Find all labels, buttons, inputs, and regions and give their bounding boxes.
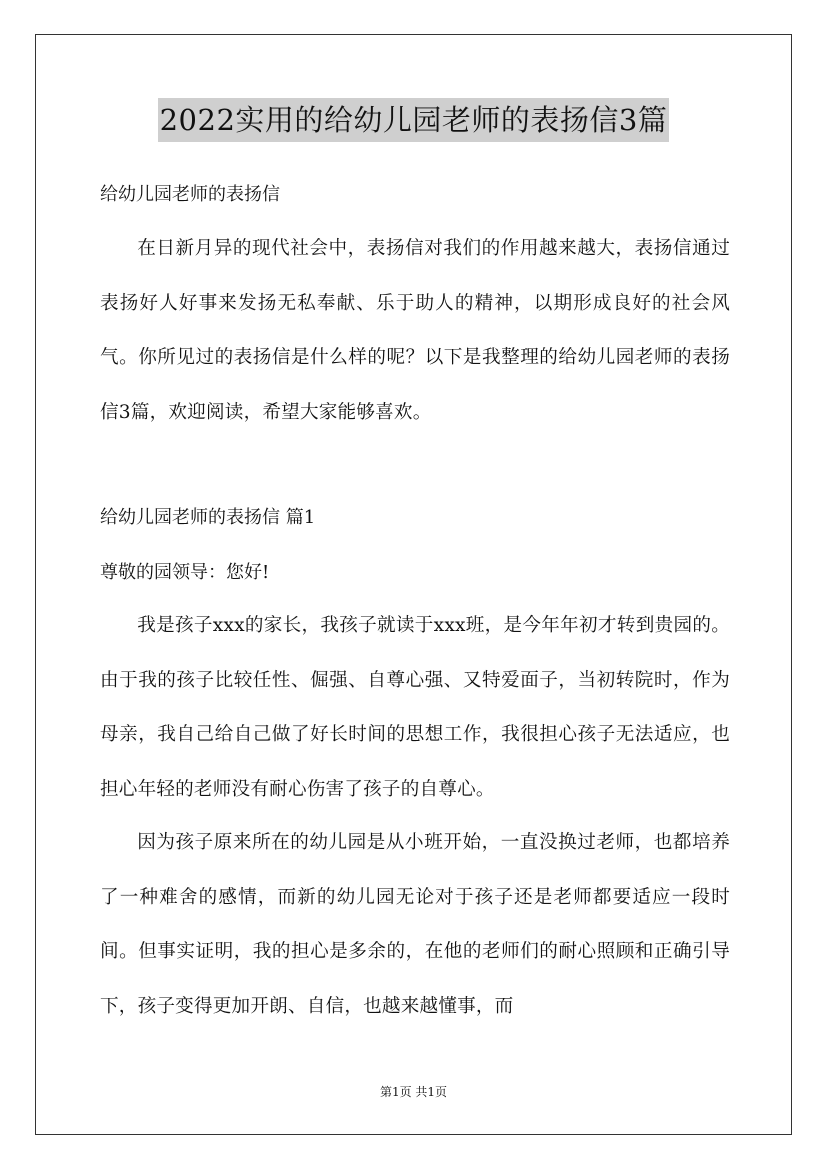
title-container: [0, 98, 827, 142]
letter1-paragraph-1: 我是孩子xxx的家长，我孩子就读于xxx班，是今年年初才转到贵园的。由于我的孩子比较任性、倔强、自尊心强、又特爱面子，当初转院时，作为母亲，我自己给自己做了好长时间的思想工作，我很担心孩子无法适应，也担心年轻的老师没有耐心伤害了孩子的自尊心。: [100, 615, 730, 800]
document-title: 2022实用的给幼儿园老师的表扬信3篇: [158, 98, 670, 142]
section-heading: 给幼儿园老师的表扬信: [100, 184, 280, 205]
page-footer: 第1页 共1页: [379, 1085, 448, 1099]
letter1-heading: 给幼儿园老师的表扬信 篇1: [100, 507, 316, 528]
letter1-salutation: 尊敬的园领导：您好!: [100, 562, 270, 583]
intro-paragraph: 在日新月异的现代社会中，表扬信对我们的作用越来越大，表扬信通过表扬好人好事来发扬无私奉献、乐于助人的精神，以期形成良好的社会风气。你所见过的表扬信是什么样的呢？以下是我整理的给幼儿园老师的表扬信3篇，欢迎阅读，希望大家能够喜欢。: [100, 238, 730, 423]
letter1-paragraph-2: 因为孩子原来所在的幼儿园是从小班开始，一直没换过老师，也都培养了一种难舍的感情，而新的幼儿园无论对于孩子还是老师都要适应一段时间。但事实证明，我的担心是多余的，在他的老师们的耐心照顾和正确引导下，孩子变得更加开朗、自信，也越来越懂事，而: [100, 832, 730, 1017]
